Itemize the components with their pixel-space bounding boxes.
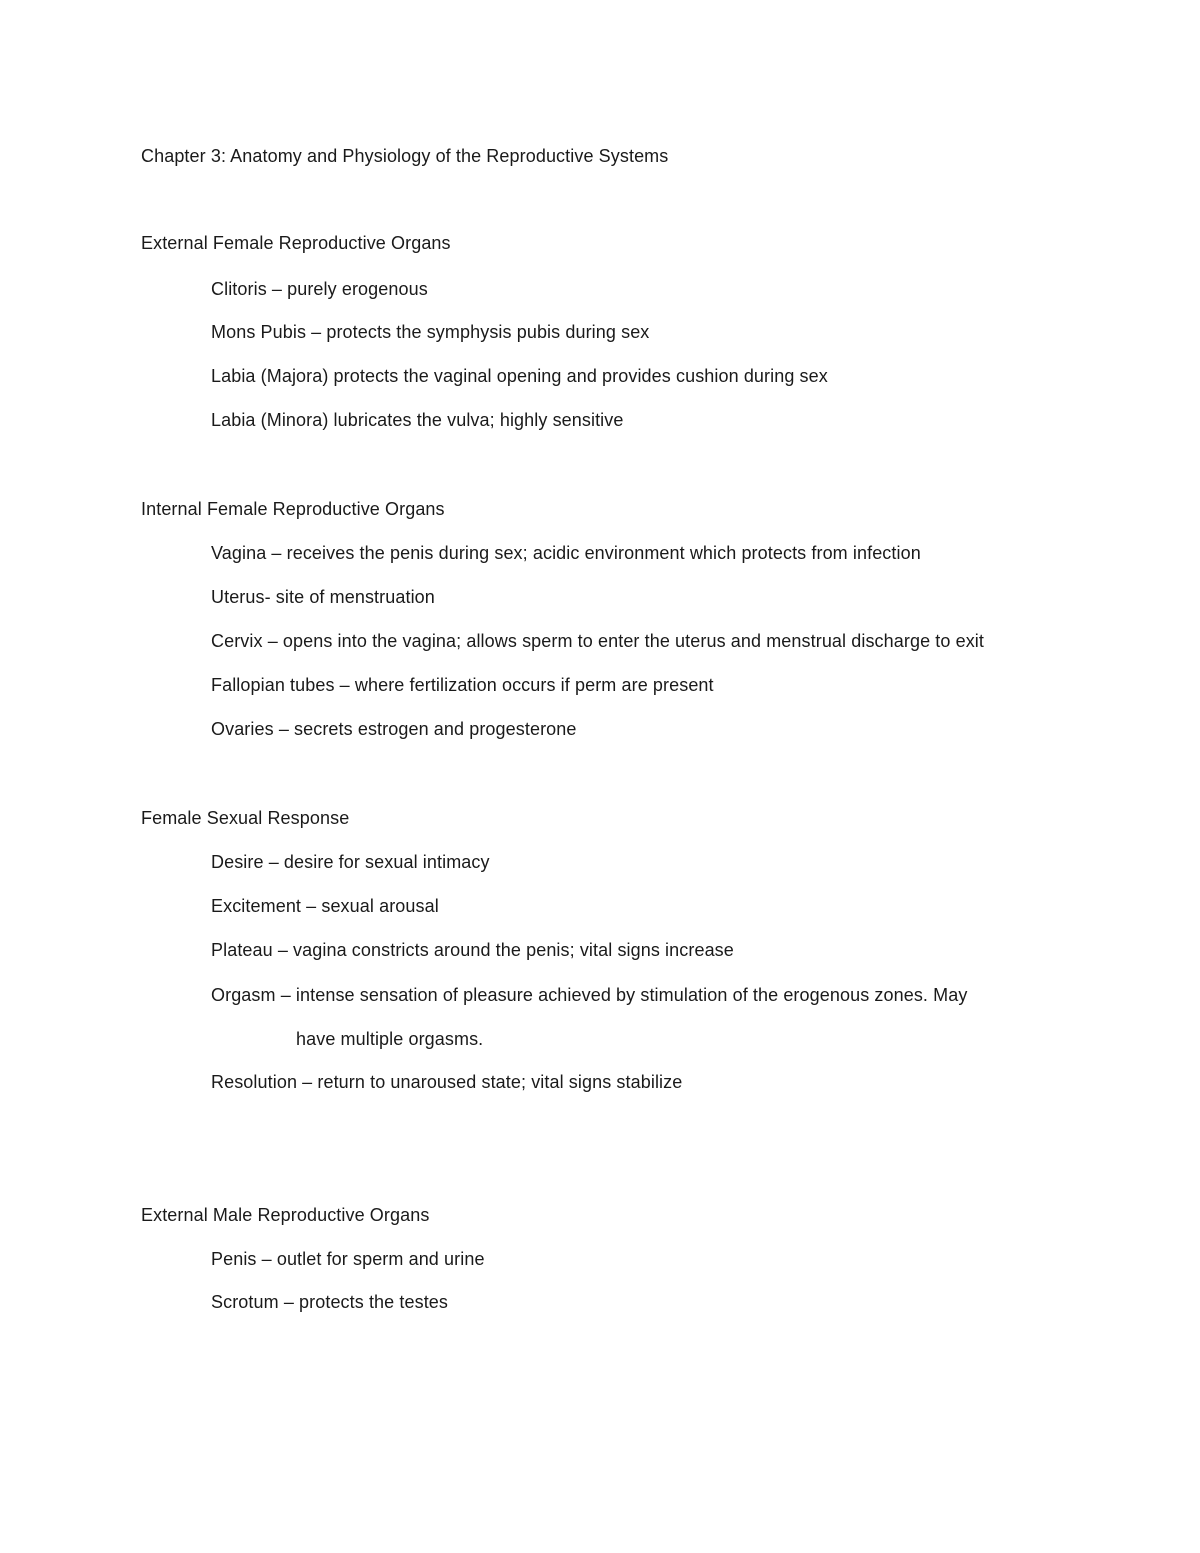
list-item: Scrotum – protects the testes <box>211 1292 449 1312</box>
list-item: Labia (Minora) lubricates the vulva; highly sensitive <box>211 410 624 430</box>
section-heading-external-male: External Male Reproductive Organs <box>141 1205 430 1225</box>
list-item: Vagina – receives the penis during sex; acidic environment which protects from infection <box>211 543 921 563</box>
section-heading-external-female: External Female Reproductive Organs <box>141 233 451 253</box>
document-title: Chapter 3: Anatomy and Physiology of the Reproductive Systems <box>141 146 669 166</box>
list-item: Cervix – opens into the vagina; allows sperm to enter the uterus and menstrual discharge to exit <box>211 631 985 651</box>
list-item: Ovaries – secrets estrogen and progesterone <box>211 719 577 739</box>
list-item: Clitoris – purely erogenous <box>211 279 428 299</box>
list-item: Plateau – vagina constricts around the penis; vital signs increase <box>211 940 734 960</box>
list-item: Fallopian tubes – where fertilization occurs if perm are present <box>211 675 714 695</box>
list-item: Excitement – sexual arousal <box>211 896 439 916</box>
list-item: Mons Pubis – protects the symphysis pubis during sex <box>211 322 650 342</box>
section-heading-internal-female: Internal Female Reproductive Organs <box>141 499 445 519</box>
list-item: Orgasm – intense sensation of pleasure achieved by stimulation of the erogenous zones. May <box>211 985 968 1005</box>
list-item: Penis – outlet for sperm and urine <box>211 1249 485 1269</box>
list-item: Resolution – return to unaroused state; vital signs stabilize <box>211 1072 683 1092</box>
section-heading-female-response: Female Sexual Response <box>141 808 350 828</box>
list-item: Desire – desire for sexual intimacy <box>211 852 490 872</box>
list-item: Labia (Majora) protects the vaginal opening and provides cushion during sex <box>211 366 828 386</box>
list-item-continuation: have multiple orgasms. <box>296 1029 484 1049</box>
list-item: Uterus- site of menstruation <box>211 587 435 607</box>
